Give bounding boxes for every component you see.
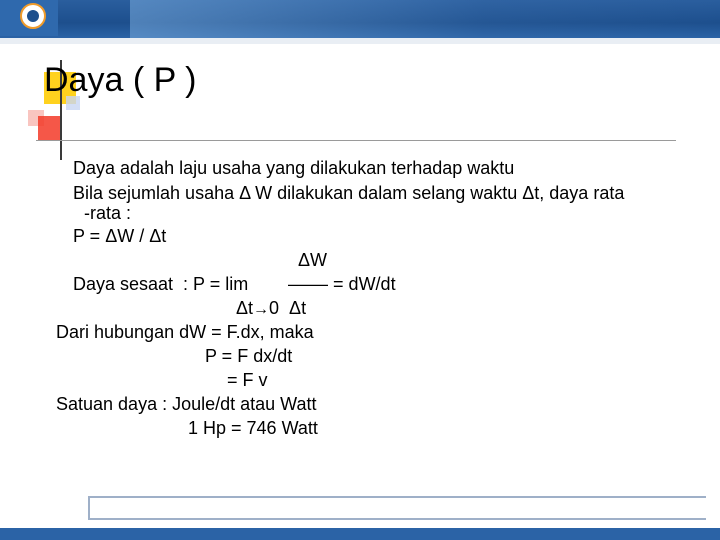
formula-p-fv: = F v: [227, 370, 268, 390]
decor-red-square: [38, 116, 62, 140]
hp-conversion: 1 Hp = 746 Watt: [188, 418, 318, 438]
logo-area: [0, 0, 58, 36]
formula-p-fdxdt: P = F dx/dt: [205, 346, 293, 366]
fraction-numerator: ΔW: [298, 250, 328, 270]
text-line-1: Daya adalah laju usaha yang dilakukan terhadap waktu: [73, 158, 515, 178]
slide-title: Daya ( P ): [44, 61, 197, 99]
footer-bar: [0, 528, 720, 540]
formula-power: P = ΔW / Δt: [73, 226, 167, 246]
header-stripe: [0, 38, 720, 44]
footer-frame: [88, 496, 706, 520]
header-glow: [130, 0, 720, 38]
instant-power-label: Daya sesaat : P = lim: [73, 274, 249, 294]
text-line-3: -rata :: [84, 203, 132, 223]
title-underline: [36, 140, 676, 141]
limit-subscript: Δt→0 Δt: [236, 298, 307, 318]
logo-icon: [20, 3, 46, 29]
instant-power-formula: –––– = dW/dt: [288, 274, 396, 294]
arrow-right-icon: →: [253, 301, 270, 318]
text-line-2: Bila sejumlah usaha Δ W dilakukan dalam selang waktu Δt, daya rata: [73, 183, 625, 203]
text-line-relation: Dari hubungan dW = F.dx, maka: [56, 322, 314, 342]
unit-line: Satuan daya : Joule/dt atau Watt: [56, 394, 317, 414]
